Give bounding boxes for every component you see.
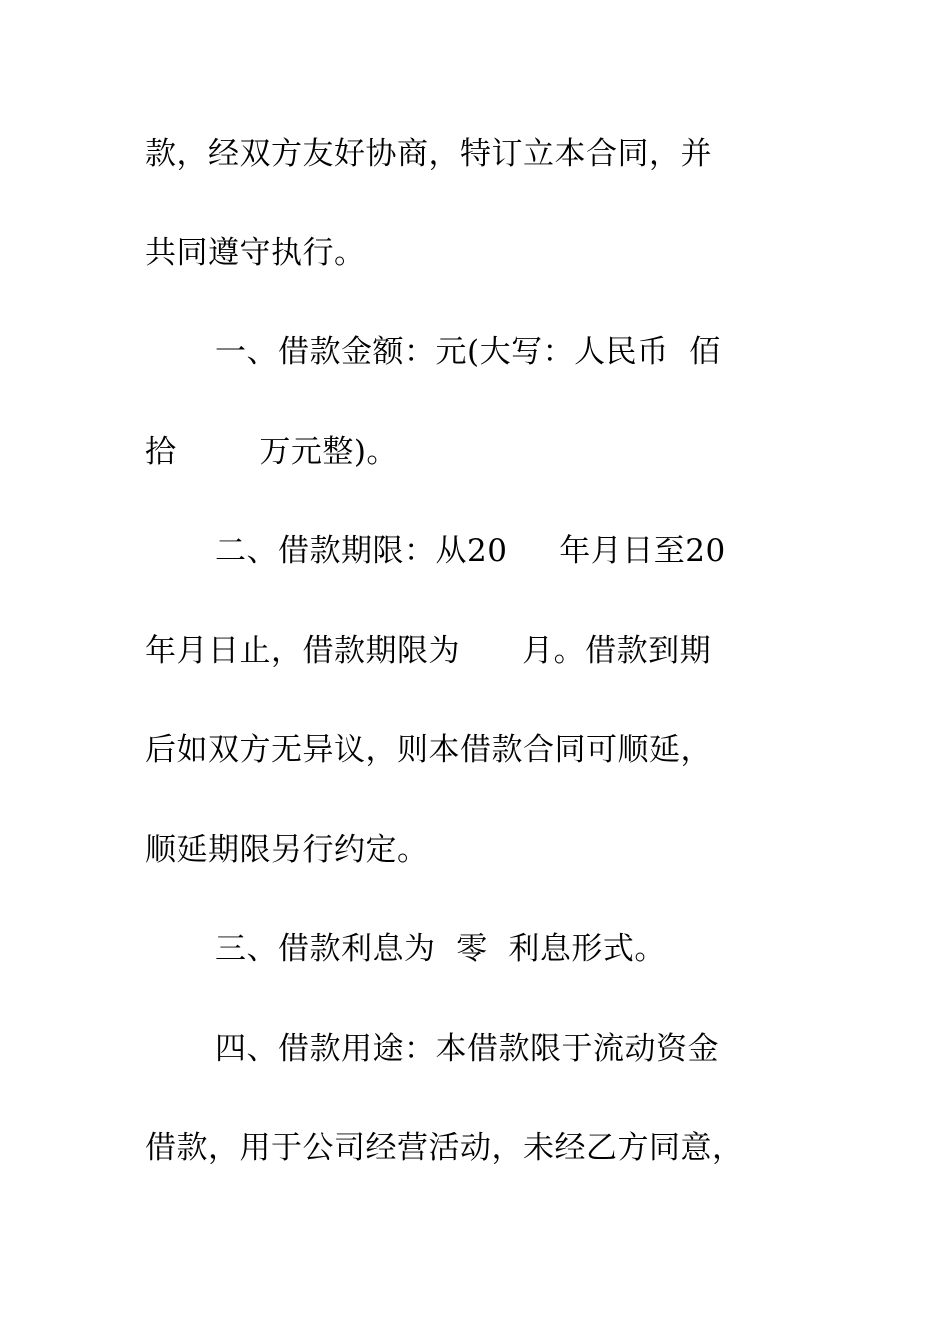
text-line: 后如双方无异议，则本借款合同可顺延， — [145, 732, 712, 768]
clause-1-amount: 一、借款金额：元(大写：人民币 佰 — [215, 334, 721, 370]
text-line: 共同遵守执行。 — [145, 235, 366, 271]
clause-3-interest: 三、借款利息为 零 利息形式。 — [215, 931, 666, 967]
text-line: 年月日止，借款期限为 月。借款到期 — [145, 633, 712, 669]
clause-2-term: 二、借款期限：从20 年月日至20 — [215, 533, 726, 569]
text-line: 借款，用于公司经营活动，未经乙方同意， — [145, 1130, 744, 1166]
text-line: 顺延期限另行约定。 — [145, 832, 429, 868]
text-line: 款，经双方友好协商，特订立本合同，并 — [145, 136, 712, 172]
text-line: 拾 万元整)。 — [145, 434, 398, 470]
clause-4-purpose: 四、借款用途：本借款限于流动资金 — [215, 1031, 719, 1067]
